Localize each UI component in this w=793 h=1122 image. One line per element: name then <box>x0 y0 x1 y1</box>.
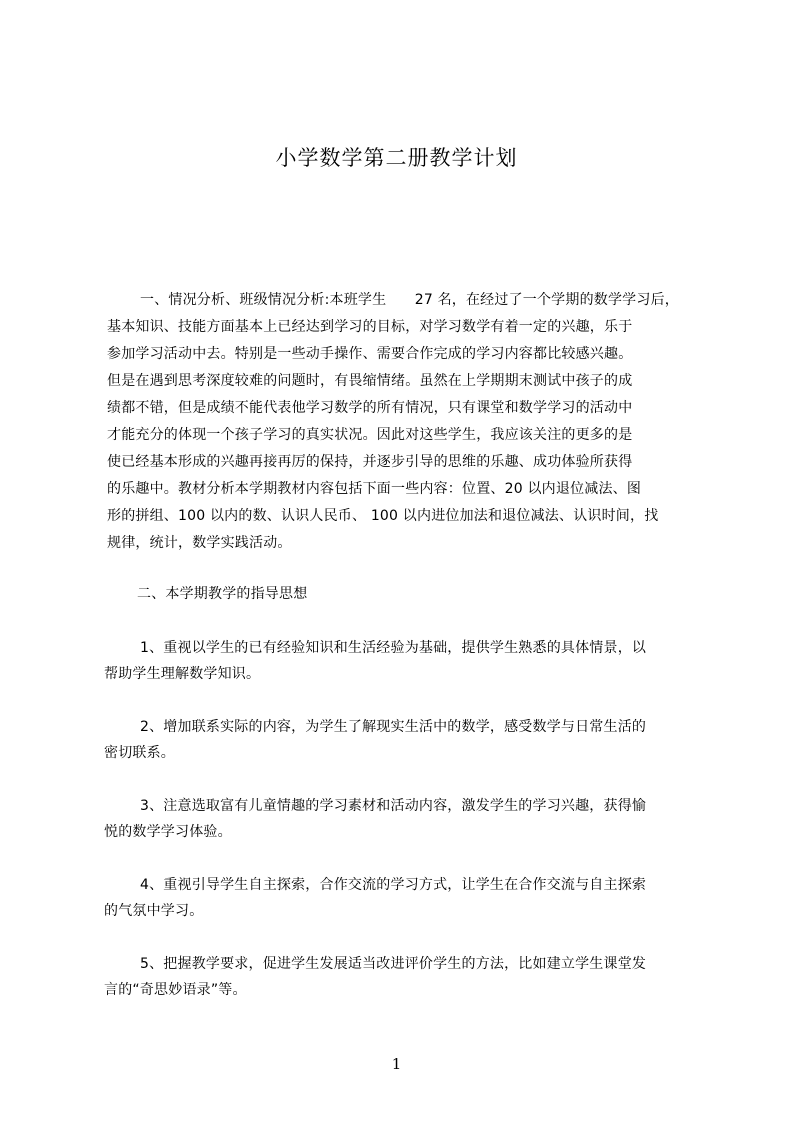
paragraph-line: 基本知识、技能方面基本上已经达到学习的目标，对学习数学有着一定的兴趣，乐于 <box>107 319 633 335</box>
page-title: 小学数学第二册教学计划 <box>275 146 518 170</box>
list-item-line: 密切联系。 <box>104 745 175 761</box>
list-item-line: 2、增加联系实际的内容，为学生了解现实生活中的数学，感受数学与日常生活的 <box>140 719 647 735</box>
paragraph-line: 规律，统计，数学实践活动。 <box>107 535 292 551</box>
list-item-line: 的气氛中学习。 <box>104 903 204 919</box>
section-heading: 二、本学期教学的指导思想 <box>137 586 308 602</box>
paragraph-line: 一、情况分析、班级情况分析:本班学生 27 名，在经过了一个学期的数学学习后， <box>140 292 679 308</box>
paragraph-line: 形的拼组、100 以内的数、认识人民币、 100 以内进位加法和退位减法、认识时间，找 <box>107 508 659 524</box>
list-item-line: 4、重视引导学生自主探索，合作交流的学习方式，让学生在合作交流与自主探索 <box>140 877 647 893</box>
paragraph-line: 才能充分的体现一个孩子学习的真实状况。因此对这些学生，我应该关注的更多的是 <box>107 427 633 443</box>
paragraph-line: 绩都不错，但是成绩不能代表他学习数学的所有情况，只有课堂和数学学习的活动中 <box>107 400 633 416</box>
paragraph-line: 的乐趣中。教材分析本学期教材内容包括下面一些内容：位置、20 以内退位减法、图 <box>107 481 642 497</box>
list-item-line: 3、注意选取富有儿童情趣的学习素材和活动内容，激发学生的学习兴趣，获得愉 <box>140 798 647 814</box>
list-item-line: 言的“奇思妙语录”等。 <box>104 982 247 998</box>
list-item-line: 帮助学生理解数学知识。 <box>104 666 261 682</box>
page-number: 1 <box>391 1055 402 1073</box>
list-item-line: 悦的数学学习体验。 <box>104 824 232 840</box>
paragraph-line: 但是在遇到思考深度较难的问题时，有畏缩情绪。虽然在上学期期末测试中孩子的成 <box>107 373 633 389</box>
paragraph-line: 参加学习活动中去。特别是一些动手操作、需要合作完成的学习内容都比较感兴趣。 <box>107 346 633 362</box>
paragraph-line: 使已经基本形成的兴趣再接再厉的保持，并逐步引导的思维的乐趣、成功体验所获得 <box>107 454 633 470</box>
list-item-line: 5、把握教学要求，促进学生发展适当改进评价学生的方法，比如建立学生课堂发 <box>140 956 647 972</box>
list-item-line: 1、重视以学生的已有经验知识和生活经验为基础，提供学生熟悉的具体情景，以 <box>140 640 647 656</box>
